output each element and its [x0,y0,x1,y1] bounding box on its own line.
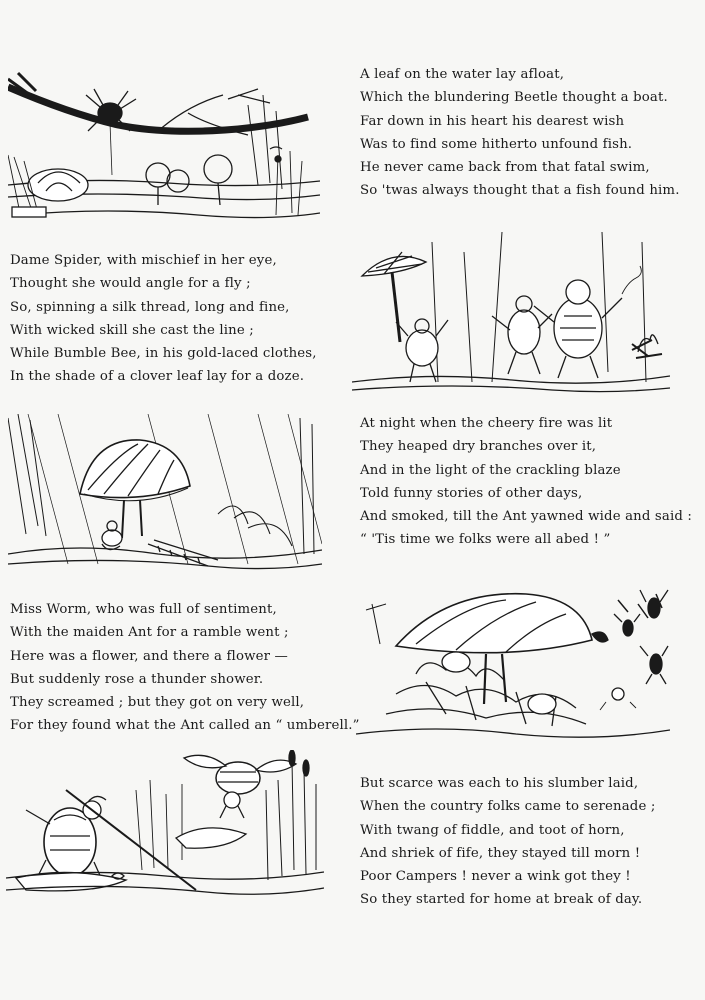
verse-line: With twang of fiddle, and toot of horn, [360,822,625,838]
stanza-beetle-boat [360,63,680,203]
spider-icon [8,65,320,227]
mushroom-icon [8,414,322,572]
verse-line: With the maiden Ant for a ramble went ; [10,625,289,641]
verse-line: Here was a flower, and there a flower — [10,648,288,664]
verse-line: Told funny stories of other days, [360,485,583,501]
stanza-miss-worm [10,598,360,738]
verse-line: They screamed ; but they got on very well, [10,695,305,711]
verse-line: A leaf on the water lay afloat, [360,67,565,82]
verse-line: But scarce was each to his slumber laid, [360,776,639,791]
beetle-boat-illustration [6,750,324,900]
verse-line: In the shade of a clover leaf lay for a doze. [10,369,305,385]
serenade-illustration [356,584,670,746]
mushroom-rain-illustration [8,414,322,572]
verse-line: With wicked skill she cast the line ; [10,322,254,338]
verse-line: Dame Spider, with mischief in her eye, [10,253,277,268]
verse-line: And shriek of fife, they stayed till morn ! [360,845,641,861]
verse-line: So, spinning a silk thread, long and fine, [10,299,290,315]
verse-line: Was to find some hitherto unfound fish. [360,136,633,152]
verse-line: “ 'Tis time we folks were all abed ! ” [360,532,611,548]
verse-line: While Bumble Bee, in his gold-laced clothes, [10,346,317,362]
verse-line: He never came back from that fatal swim, [360,160,650,176]
verse-line: And smoked, till the Ant yawned wide and said : [360,509,693,525]
verse-line: And in the light of the crackling blaze [360,462,621,478]
verse-line: When the country folks came to serenade ; [360,799,656,815]
beetle-bee-icon [6,750,324,900]
verse-line: Thought she would angle for a fly ; [10,276,251,292]
verse-line: At night when the cheery fire was lit [360,416,613,431]
verse-line: For they found what the Ant called an “ umberell.” [10,718,360,734]
campfire-icon [352,232,670,394]
verse-line: So they started for home at break of day. [360,892,643,908]
verse-line: Far down in his heart his dearest wish [360,113,625,129]
serenade-mushroom-icon [356,584,670,746]
stanza-dame-spider [10,249,317,389]
campfire-illustration [352,232,670,394]
verse-line: Which the blundering Beetle thought a boat. [360,90,668,106]
verse-line: They heaped dry branches over it, [360,439,597,455]
stanza-cheery-fire [360,412,692,552]
stanza-serenade [360,772,656,912]
verse-line: So 'twas always thought that a fish found him. [360,183,680,199]
verse-line: Miss Worm, who was full of sentiment, [10,602,277,617]
verse-line: Poor Campers ! never a wink got they ! [360,869,631,885]
spider-branch-illustration [8,65,320,227]
verse-line: But suddenly rose a thunder shower. [10,671,264,687]
